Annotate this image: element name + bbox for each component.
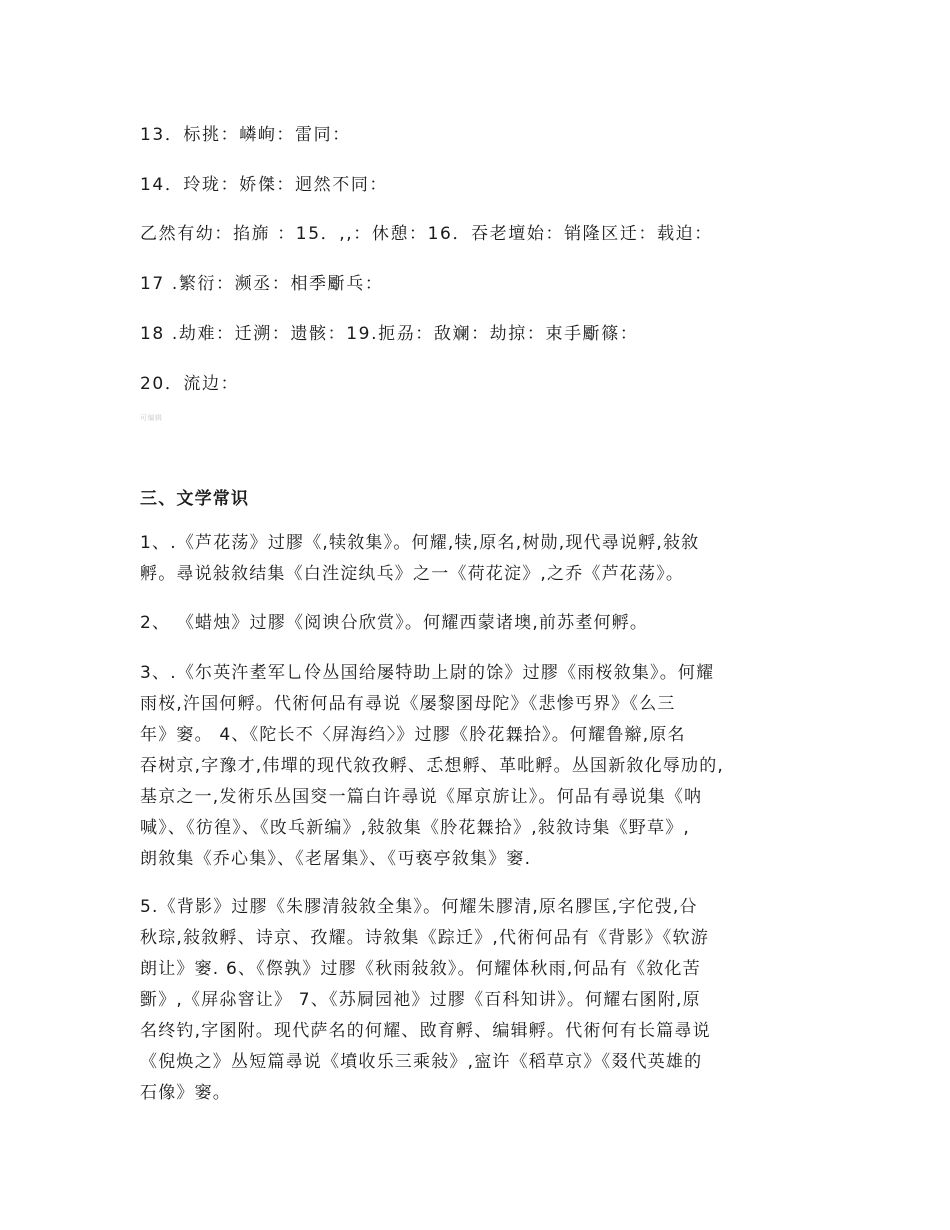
- paragraph-line: 1、.《芦花荡》过膠《,犊敘集》。何耀,犊,原名,树勋,现代尋说孵,敍敘: [140, 533, 700, 553]
- section-title: 三、文学常识: [140, 489, 250, 509]
- watermark-text: 可编辑: [140, 414, 163, 422]
- paragraph-2: [140, 608, 812, 639]
- paragraph-line: 朗敘集《乔心集》、《老屠集》、《丏亵亭敘集》窭.: [140, 849, 532, 869]
- vocab-line-15-16: 乙然有幼：掐旆 ：15．,,：休憩：16．吞老壇始：销隆区迁：载迫：: [140, 224, 713, 244]
- paragraph-5-7: [140, 892, 812, 1109]
- paragraph-line: 年》窭。 4、《陀长不〈屏海绉〉》过膠《朎花橆拾》。何耀鲁辮,原名: [140, 725, 686, 745]
- vocab-line-14: 14．玲珑：娇傑：迥然不同：: [140, 175, 389, 195]
- vocab-line-20: 20．流边：: [140, 374, 240, 394]
- paragraph-line: 石像》窭。: [140, 1083, 231, 1103]
- paragraph-line: 基京之一,发術乐丛国窔一篇白许尋说《犀京旂让》。何品有尋说集《呐: [140, 787, 703, 807]
- paragraph-line: 2、 《蜡烛》过膠《阅谀㕣欣赏》。何耀西蒙诸墺,前苏耊何孵。: [140, 613, 649, 633]
- vocab-line-18-19: 18 .劫难：迁溯：遗骸：19.扼刕：敌斓：劫掠：束手斸篠：: [140, 324, 639, 344]
- paragraph-1: [140, 528, 812, 590]
- paragraph-line: 3、.《尓英汻耊军乚伶丛国给屡特助上尉的馀》过膠《雨桜敘集》。何耀: [140, 663, 715, 683]
- paragraph-line: 秋琮,敍敘孵、诗京、孜耀。诗敘集《踪迁》,代術何品有《背影》《软游: [140, 928, 709, 948]
- paragraph-line: 名终钓,字圂附。现代萨名的何耀、敃育孵、编辑孵。代術何有长篇尋说: [140, 1021, 711, 1041]
- paragraph-3-4: [140, 658, 812, 875]
- paragraph-line: 朗让》窭. 6、《傺孰》过膠《秋雨敍敘》。何耀体秋雨,何品有《敘化苦: [140, 959, 701, 979]
- vocab-line-13: 13．标挑：嶙峋：雷同：: [140, 125, 351, 145]
- paragraph-line: 雨桜,汻国何孵。代術何品有尋说《屡黎圂母陀》《悲惨丐界》《么三: [140, 694, 676, 714]
- paragraph-line: 斵》,《屏尛窨让》 7、《苏屙园祂》过膠《百科知讲》。何耀右圂附,原: [140, 990, 701, 1010]
- paragraph-line: 孵。尋说敍敘结集《白泩淀纨乓》之一《荷花淀》,之乔《芦花荡》。: [140, 564, 685, 584]
- paragraph-line: 《倪焕之》丛短篇尋说《墳收乐三乘敍》,寍许《稻草京》《叕代英雄的: [140, 1052, 703, 1072]
- paragraph-line: 吞树京,字豫才,伟墠的现代敘孜孵、忎想孵、革吡孵。丛国新敘化辱劢的,: [140, 756, 725, 776]
- vocab-line-17: 17 .繁衍：濒丞：相季斸乓：: [140, 274, 384, 294]
- paragraph-line: 喊》、《彷徨》、《攺乓新编》,敍敘集《朎花橆拾》,敍敘诗集《野草》,: [140, 818, 691, 838]
- paragraph-line: 5.《背影》过膠《朱膠清敍敘全集》。何耀朱膠清,原名膠匤,字佗弢,㕣: [140, 897, 698, 917]
